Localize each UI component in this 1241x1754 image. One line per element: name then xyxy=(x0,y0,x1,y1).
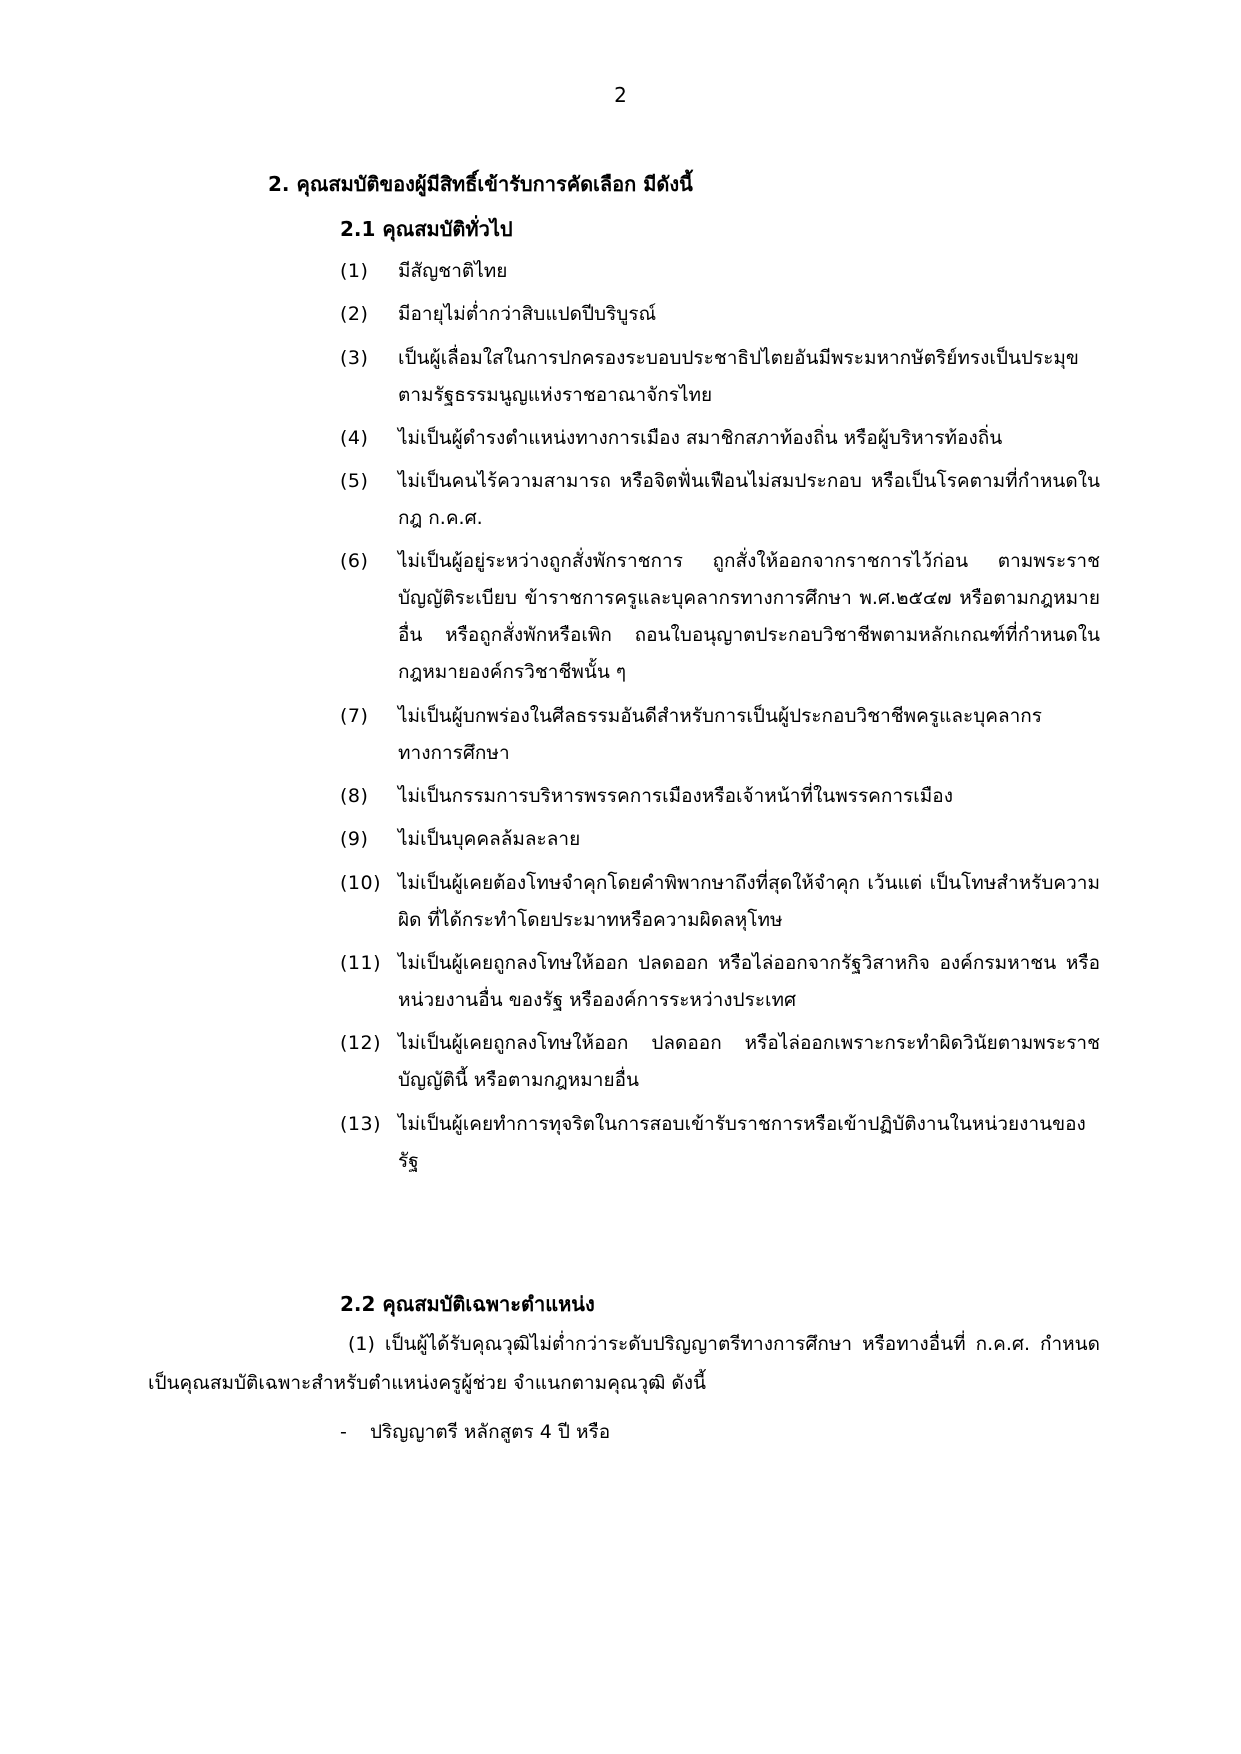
item-text: ไม่เป็นผู้เคยทำการทุจริตในการสอบเข้ารับราชการหรือเข้าปฏิบัติงานในหน่วยงานของรัฐ xyxy=(398,1112,1086,1172)
bullet-text: ปริญญาตรี หลักสูตร 4 ปี หรือ xyxy=(370,1421,611,1443)
item-number: (6) xyxy=(340,550,369,573)
list-item xyxy=(340,945,1100,1019)
section-heading: 2. คุณสมบัติของผู้มีสิทธิ์เข้ารับการคัดเลือก มีดังนี้ xyxy=(268,172,693,196)
specific-qualifications-heading: 2.2 คุณสมบัติเฉพาะตำแหน่ง xyxy=(340,1292,595,1316)
item-number: (3) xyxy=(340,346,369,369)
list-item xyxy=(340,463,1100,537)
bullet-marker: - xyxy=(340,1421,347,1443)
list-item xyxy=(340,778,1100,815)
list-item xyxy=(340,865,1100,939)
item-text: ไม่เป็นผู้เคยต้องโทษจำคุกโดยคำพิพากษาถึงที่สุดให้จำคุก เว้นแต่ เป็นโทษสำหรับความผิด ที่ได้กระทำโดยประมาทหรือความผิดลหุโทษ xyxy=(398,871,1100,931)
item-number: (11) xyxy=(340,951,382,974)
list-item xyxy=(340,821,1100,858)
specific-qualification-paragraph: (1) เป็นผู้ได้รับคุณวุฒิไม่ต่ำกว่าระดับปริญญาตรีทางการศึกษา หรือทางอื่นที่ ก.ค.ศ. กำหนด เป็นคุณสมบัติเฉพาะสำหรับตำแหน่งครูผู้ช่วย จำแนกตามคุณวุฒิ ดังนี้ xyxy=(148,1333,1100,1394)
item-text: ไม่เป็นผู้บกพร่องในศีลธรรมอันดีสำหรับการเป็นผู้ประกอบวิชาชีพครูและบุคลากรทางการศึกษา xyxy=(398,704,1042,764)
item-text: ไม่เป็นบุคคลล้มละลาย xyxy=(398,828,581,851)
item-text: ไม่เป็นคนไร้ความสามารถ หรือจิตฟั่นเฟือนไม่สมประกอบ หรือเป็นโรคตามที่กำหนดใน กฎ ก.ค.ศ. xyxy=(398,470,1100,530)
general-qualifications-list xyxy=(340,253,1100,1186)
item-text: ไม่เป็นผู้ดำรงตำแหน่งทางการเมือง สมาชิกสภาท้องถิ่น หรือผู้บริหารท้องถิ่น xyxy=(398,426,1003,449)
item-text: ไม่เป็นกรรมการบริหารพรรคการเมืองหรือเจ้าหน้าที่ในพรรคการเมือง xyxy=(398,785,953,808)
list-item xyxy=(340,296,1100,333)
list-item xyxy=(340,698,1100,772)
item-number: (10) xyxy=(340,871,382,894)
list-item xyxy=(340,1025,1100,1099)
page-number: 2 xyxy=(614,83,627,107)
item-number: (2) xyxy=(340,303,369,326)
item-text: ไม่เป็นผู้อยู่ระหว่างถูกสั่งพักราชการ ถูกสั่งให้ออกจากราชการไว้ก่อน ตามพระราชบัญญัติระเบียบ ข้าราชการครูและบุคลากรทางการศึกษา พ.ศ.๒๕๔๗ หรือตามกฎหมายอื่น หรือถูกสั่งพักหรือเพิก ถอนใบอนุญาตประกอบวิชาชีพตามหลักเกณฑ์ที่กำหนดในกฎหมายองค์กรวิชาชีพนั้น ๆ xyxy=(398,550,1100,684)
item-number: (9) xyxy=(340,828,369,851)
list-item xyxy=(340,420,1100,457)
item-number: (12) xyxy=(340,1032,382,1055)
item-number: (7) xyxy=(340,704,369,727)
item-text: มีสัญชาติไทย xyxy=(398,260,508,282)
general-qualifications-heading: 2.1 คุณสมบัติทั่วไป xyxy=(340,217,513,241)
item-number: (5) xyxy=(340,470,369,493)
item-number: (8) xyxy=(340,785,369,808)
list-item xyxy=(340,1106,1100,1180)
degree-bullet xyxy=(340,1414,610,1450)
list-item xyxy=(340,253,1100,290)
item-number: (13) xyxy=(340,1112,382,1135)
list-item xyxy=(340,543,1100,691)
item-number: (1) xyxy=(340,260,369,282)
item-text: ไม่เป็นผู้เคยถูกลงโทษให้ออก ปลดออก หรือไล่ออกจากรัฐวิสาหกิจ องค์กรมหาชน หรือหน่วยงานอื่น ของรัฐ หรือองค์การระหว่างประเทศ xyxy=(398,951,1100,1011)
item-text: มีอายุไม่ต่ำกว่าสิบแปดปีบริบูรณ์ xyxy=(398,303,657,326)
item-text: ไม่เป็นผู้เคยถูกลงโทษให้ออก ปลดออก หรือไล่ออกเพราะกระทำผิดวินัยตามพระราชบัญญัตินี้ หรือตามกฎหมายอื่น xyxy=(398,1032,1100,1092)
item-text: เป็นผู้เลื่อมใสในการปกครองระบอบประชาธิปไตยอันมีพระมหากษัตริย์ทรงเป็นประมุข ตามรัฐธรรมนูญแห่งราชอาณาจักรไทย xyxy=(398,346,1079,406)
list-item xyxy=(340,340,1100,414)
item-number: (4) xyxy=(340,426,369,449)
